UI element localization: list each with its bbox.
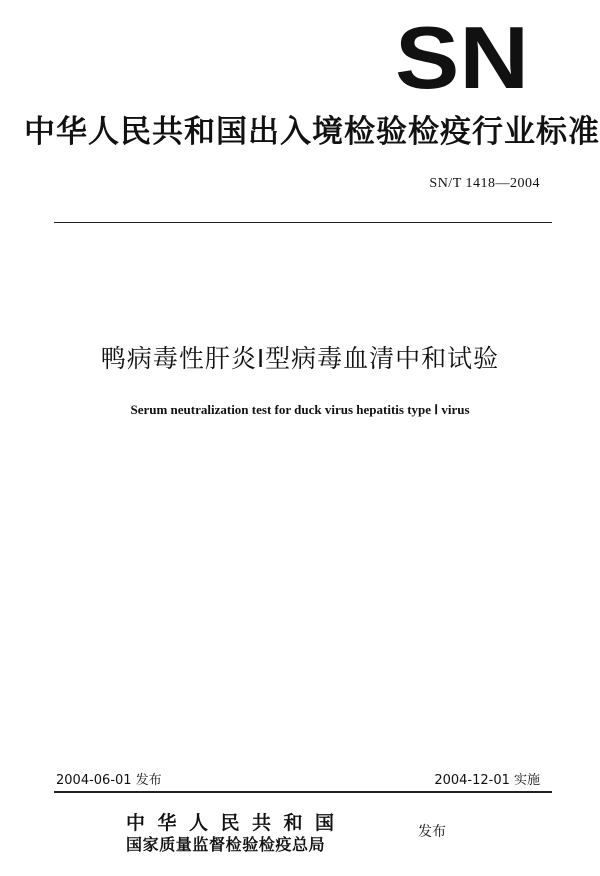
standard-number: SN/T 1418—2004 [429, 176, 540, 191]
sn-logo [392, 18, 532, 94]
issue-date: 2004-06-01 发布 [56, 773, 162, 788]
logo-text: SN [395, 18, 529, 94]
implementation-date: 2004-12-01 实施 [434, 773, 540, 788]
document-title-chinese: 鸭病毒性肝炎Ⅰ型病毒血清中和试验 [100, 344, 500, 373]
document-title-english: Serum neutralization test for duck virus hepatitis type Ⅰ virus [130, 402, 470, 417]
header-divider [54, 222, 552, 223]
issuing-authority [126, 812, 347, 856]
issuer-country: 中华人民共和国 [126, 812, 347, 834]
issue-action: 发布 [418, 824, 446, 840]
organization-title: 中华人民共和国出入境检验检疫行业标准 [24, 114, 600, 150]
footer-divider [54, 791, 552, 793]
sn-logo-graphic [392, 18, 532, 94]
issuer-agency: 国家质量监督检验检疫总局 [126, 835, 326, 854]
